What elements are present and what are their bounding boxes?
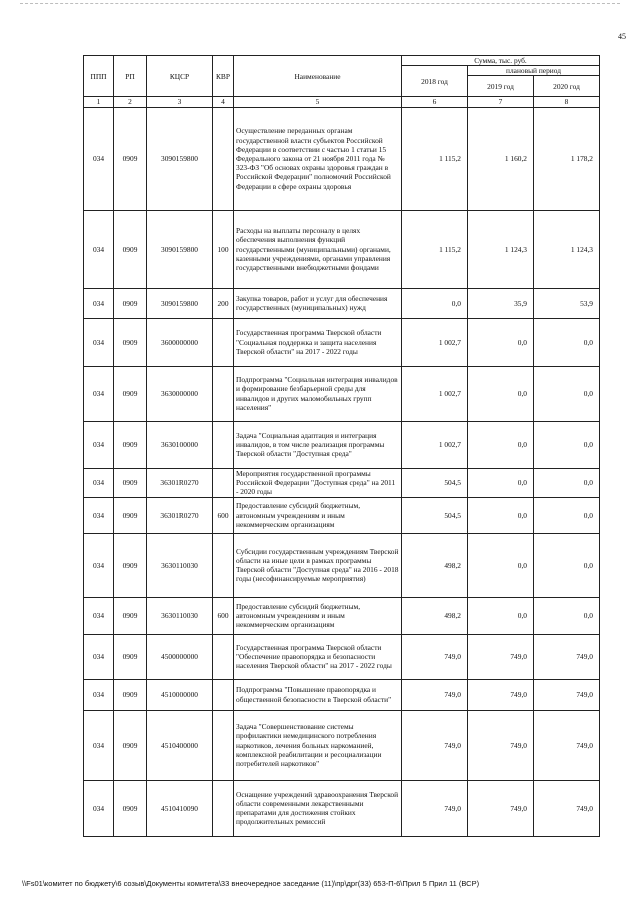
cell-kvr — [213, 107, 234, 210]
cell-kcsr: 3630100000 — [147, 421, 213, 468]
header-2020: 2020 год — [534, 76, 600, 97]
cell-2019: 749,0 — [468, 780, 534, 836]
cell-2019: 0,0 — [468, 421, 534, 468]
cell-kvr: 600 — [213, 497, 234, 533]
cell-kcsr: 3090159800 — [147, 210, 213, 288]
cell-2018: 749,0 — [402, 679, 468, 710]
table-row — [84, 780, 600, 836]
cell-ppp: 034 — [84, 497, 114, 533]
cell-2019: 1 124,3 — [468, 210, 534, 288]
cell-2019: 1 160,2 — [468, 107, 534, 210]
cell-ppp: 034 — [84, 679, 114, 710]
header-plan-period: плановый период — [468, 66, 600, 76]
header-sum: Сумма, тыс. руб. — [402, 56, 600, 66]
cell-2018: 749,0 — [402, 710, 468, 780]
column-number: 3 — [147, 97, 213, 107]
table-row — [84, 210, 600, 288]
cell-2020: 0,0 — [534, 421, 600, 468]
cell-2018: 504,5 — [402, 497, 468, 533]
cell-ppp: 034 — [84, 366, 114, 421]
cell-2020: 749,0 — [534, 780, 600, 836]
cell-name: Оснащение учреждений здравоохранения Тверской области современными лекарственными препаратами для достижения стойких продолжительных ремиссий — [234, 780, 402, 836]
cell-kvr — [213, 318, 234, 366]
cell-kcsr: 3630110030 — [147, 597, 213, 634]
cell-kvr — [213, 634, 234, 679]
cell-2019: 35,9 — [468, 288, 534, 318]
cell-2020: 53,9 — [534, 288, 600, 318]
cell-rp: 0909 — [114, 366, 147, 421]
cell-2020: 0,0 — [534, 533, 600, 597]
cell-2019: 0,0 — [468, 533, 534, 597]
cell-2018: 504,5 — [402, 468, 468, 497]
header-2018: 2018 год — [402, 66, 468, 97]
cell-name: Задача "Совершенствование системы профилактики немедицинского потребления наркотиков, лечения больных наркоманией, комплексной реабилитации и ресоциализации потребителей наркотиков" — [234, 710, 402, 780]
cell-ppp: 034 — [84, 710, 114, 780]
cell-kcsr: 36301R0270 — [147, 497, 213, 533]
table-row — [84, 288, 600, 318]
cell-kcsr: 3090159800 — [147, 288, 213, 318]
cell-kvr: 600 — [213, 597, 234, 634]
cell-ppp: 034 — [84, 634, 114, 679]
column-number: 1 — [84, 97, 114, 107]
column-number-row — [84, 97, 600, 107]
cell-kcsr: 4510000000 — [147, 679, 213, 710]
cell-2020: 0,0 — [534, 497, 600, 533]
column-number: 8 — [534, 97, 600, 107]
cell-2018: 749,0 — [402, 634, 468, 679]
cell-2019: 0,0 — [468, 468, 534, 497]
cell-2019: 749,0 — [468, 634, 534, 679]
cell-2020: 0,0 — [534, 318, 600, 366]
cell-kvr — [213, 533, 234, 597]
cell-2019: 0,0 — [468, 597, 534, 634]
cell-2020: 749,0 — [534, 710, 600, 780]
table-row — [84, 421, 600, 468]
cell-2018: 749,0 — [402, 780, 468, 836]
scan-artifact-line — [20, 3, 620, 5]
cell-2020: 0,0 — [534, 468, 600, 497]
cell-ppp: 034 — [84, 318, 114, 366]
cell-rp: 0909 — [114, 497, 147, 533]
cell-2020: 749,0 — [534, 679, 600, 710]
cell-2019: 0,0 — [468, 497, 534, 533]
cell-rp: 0909 — [114, 318, 147, 366]
column-number: 7 — [468, 97, 534, 107]
cell-name: Подпрограмма "Социальная интеграция инвалидов и формирование безбарьерной среды для инвалидов и других маломобильных групп населения" — [234, 366, 402, 421]
table-row — [84, 468, 600, 497]
cell-ppp: 034 — [84, 597, 114, 634]
header-name: Наименование — [234, 56, 402, 97]
cell-kvr — [213, 421, 234, 468]
header-2019: 2019 год — [468, 76, 534, 97]
cell-rp: 0909 — [114, 288, 147, 318]
cell-kcsr: 3630110030 — [147, 533, 213, 597]
header-ppp: ППП — [84, 56, 114, 97]
cell-ppp: 034 — [84, 468, 114, 497]
cell-kvr: 200 — [213, 288, 234, 318]
cell-2019: 0,0 — [468, 366, 534, 421]
cell-name: Государственная программа Тверской области "Социальная поддержка и защита населения Тверской области" на 2017 - 2022 годы — [234, 318, 402, 366]
cell-2018: 1 002,7 — [402, 318, 468, 366]
cell-2020: 1 178,2 — [534, 107, 600, 210]
cell-kcsr: 36301R0270 — [147, 468, 213, 497]
cell-rp: 0909 — [114, 780, 147, 836]
cell-kvr — [213, 780, 234, 836]
cell-rp: 0909 — [114, 710, 147, 780]
cell-kvr — [213, 468, 234, 497]
cell-name: Осуществление переданных органам государственной власти субъектов Российской Федерации в соответствии с частью 1 статьи 15 Федерального закона от 21 ноября 2011 года № 323-ФЗ "Об основах охраны здоровья граждан в Российской Федерации" полномочий Российской Федерации в сфере охраны здоровья — [234, 107, 402, 210]
cell-2020: 749,0 — [534, 634, 600, 679]
page-number: 45 — [618, 32, 626, 41]
column-number: 6 — [402, 97, 468, 107]
cell-2018: 0,0 — [402, 288, 468, 318]
cell-2019: 0,0 — [468, 318, 534, 366]
table-row — [84, 597, 600, 634]
cell-2018: 1 002,7 — [402, 366, 468, 421]
cell-name: Расходы на выплаты персоналу в целях обеспечения выполнения функций государственными (муниципальными) органами, казенными учреждениями, органами управления государственными внебюджетными фондами — [234, 210, 402, 288]
cell-rp: 0909 — [114, 210, 147, 288]
table-row — [84, 679, 600, 710]
table-row — [84, 366, 600, 421]
table-row — [84, 710, 600, 780]
cell-2018: 1 002,7 — [402, 421, 468, 468]
cell-kcsr: 3090159800 — [147, 107, 213, 210]
cell-ppp: 034 — [84, 210, 114, 288]
cell-name: Закупка товаров, работ и услуг для обеспечения государственных (муниципальных) нужд — [234, 288, 402, 318]
cell-ppp: 034 — [84, 288, 114, 318]
cell-ppp: 034 — [84, 107, 114, 210]
cell-kvr — [213, 366, 234, 421]
cell-ppp: 034 — [84, 780, 114, 836]
cell-rp: 0909 — [114, 107, 147, 210]
cell-name: Подпрограмма "Повышение правопорядка и общественной безопасности в Тверской области" — [234, 679, 402, 710]
cell-name: Предоставление субсидий бюджетным, автономным учреждениям и иным некоммерческим организациям — [234, 597, 402, 634]
column-number: 5 — [234, 97, 402, 107]
cell-kcsr: 3630000000 — [147, 366, 213, 421]
cell-kcsr: 4500000000 — [147, 634, 213, 679]
table-row — [84, 634, 600, 679]
cell-2020: 1 124,3 — [534, 210, 600, 288]
cell-2020: 0,0 — [534, 366, 600, 421]
cell-kvr — [213, 679, 234, 710]
cell-kcsr: 4510400000 — [147, 710, 213, 780]
cell-2019: 749,0 — [468, 679, 534, 710]
cell-rp: 0909 — [114, 468, 147, 497]
cell-name: Задача "Социальная адаптация и интеграция инвалидов, в том числе реализация программы Тверской области "Доступная среда" — [234, 421, 402, 468]
column-number: 2 — [114, 97, 147, 107]
cell-2018: 1 115,2 — [402, 210, 468, 288]
table-row — [84, 107, 600, 210]
cell-2018: 498,2 — [402, 533, 468, 597]
table-row — [84, 497, 600, 533]
cell-2018: 498,2 — [402, 597, 468, 634]
header-kvr: КВР — [213, 56, 234, 97]
cell-rp: 0909 — [114, 597, 147, 634]
cell-ppp: 034 — [84, 421, 114, 468]
cell-2020: 0,0 — [534, 597, 600, 634]
cell-name: Предоставление субсидий бюджетным, автономным учреждениям и иным некоммерческим организациям — [234, 497, 402, 533]
cell-ppp: 034 — [84, 533, 114, 597]
cell-kvr: 100 — [213, 210, 234, 288]
cell-rp: 0909 — [114, 421, 147, 468]
cell-kcsr: 3600000000 — [147, 318, 213, 366]
cell-name: Субсидии государственным учреждениям Тверской области на иные цели в рамках программы Тверской области "Доступная среда" на 2016 - 2018 годы (несофинансируемые мероприятия) — [234, 533, 402, 597]
table-row — [84, 533, 600, 597]
cell-rp: 0909 — [114, 533, 147, 597]
cell-kcsr: 4510410090 — [147, 780, 213, 836]
budget-table — [83, 55, 600, 837]
header-rp: РП — [114, 56, 147, 97]
cell-2018: 1 115,2 — [402, 107, 468, 210]
cell-rp: 0909 — [114, 634, 147, 679]
column-number: 4 — [213, 97, 234, 107]
cell-rp: 0909 — [114, 679, 147, 710]
cell-kvr — [213, 710, 234, 780]
file-path-footer: \\Fs01\комитет по бюджету\6 созыв\Документы комитета\33 внеочередное заседание (11)\пр\дрг(33) 653-П-6\Прил 5 Прил 11 (ВСР) — [22, 879, 480, 888]
cell-2019: 749,0 — [468, 710, 534, 780]
cell-name: Мероприятия государственной программы Российской Федерации "Доступная среда" на 2011 - 2020 годы — [234, 468, 402, 497]
table-row — [84, 318, 600, 366]
header-kcsr: КЦСР — [147, 56, 213, 97]
cell-name: Государственная программа Тверской области "Обеспечение правопорядка и безопасности населения Тверской области" на 2017 - 2022 годы — [234, 634, 402, 679]
